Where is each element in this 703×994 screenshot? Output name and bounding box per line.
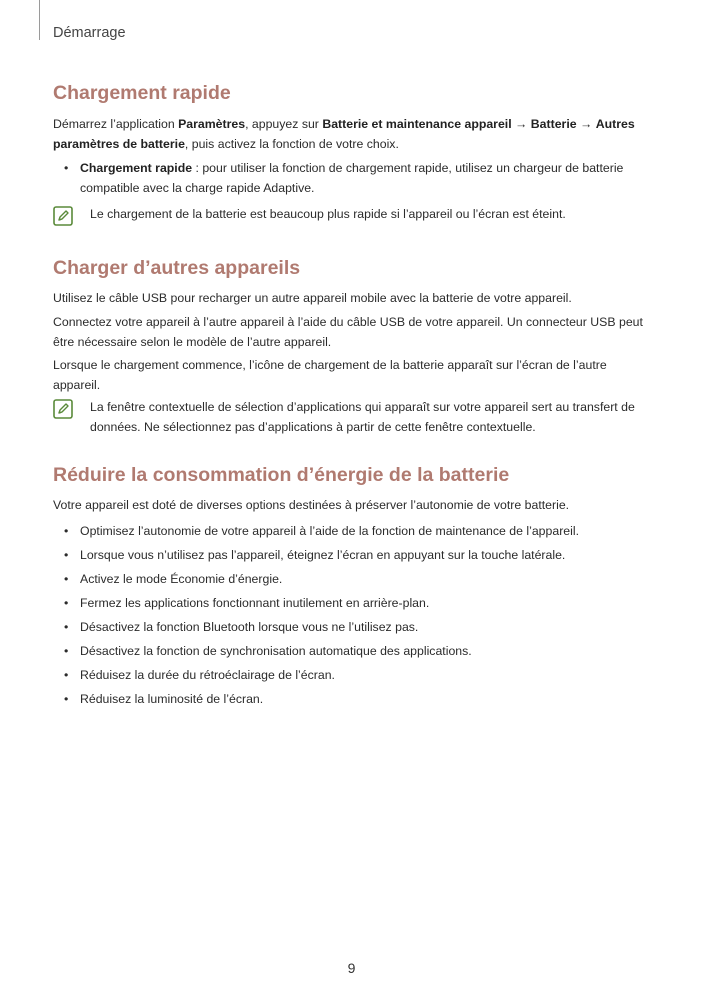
bullet-text: Optimisez l’autonomie de votre appareil à l’aide de la fonction de maintenance de l’appareil. — [80, 524, 580, 538]
bullet-item — [64, 522, 636, 542]
bullet-dot: • — [64, 668, 69, 682]
charge-other-p2: Connectez votre appareil à l’autre appareil à l’aide du câble USB de votre appareil. Un connecteur USB peut être nécessaire selon le modèle de l’autre appareil. — [53, 315, 643, 349]
bullet-fast-charge: • Chargement rapide : pour utiliser la fonction de chargement rapide, utilisez un chargeur de batterie compatible avec la charge rapide Adaptive. — [64, 161, 624, 195]
bullet-dot: • — [64, 692, 69, 706]
bullet-item — [64, 666, 636, 686]
bullet-item — [64, 546, 636, 566]
bullet-dot: • — [64, 620, 69, 634]
bullet-dot: • — [64, 524, 69, 538]
note-pencil-icon — [53, 399, 73, 419]
section-title-charge-other: Charger d’autres appareils — [53, 257, 301, 279]
bullet-dot: • — [64, 161, 69, 175]
page-number: 9 — [347, 960, 356, 976]
bullet-item — [64, 642, 636, 662]
bullet-dot: • — [64, 572, 69, 586]
bullet-text: Lorsque vous n’utilisez pas l’appareil, éteignez l’écran en appuyant sur la touche latérale. — [80, 548, 566, 562]
fast-charge-instructions: Démarrez l’application Paramètres, appuyez sur Batterie et maintenance appareil → Batterie → Autres paramètres de batterie, puis activez la fonction de votre choix. — [53, 117, 635, 151]
section-title-fast-charge: Chargement rapide — [53, 82, 231, 104]
note-charge-other: La fenêtre contextuelle de sélection d’applications qui apparaît sur votre appareil sert au transfert de données. Ne sélectionnez pas d’applications à partir de cette fenêtre contextuelle. — [53, 398, 647, 437]
bullet-text: Désactivez la fonction de synchronisation automatique des applications. — [80, 644, 472, 658]
bullet-item — [64, 690, 636, 710]
note-pencil-icon — [53, 206, 73, 226]
header-divider — [39, 0, 40, 40]
bullet-text: Activez le mode Économie d’énergie. — [80, 572, 283, 586]
bullet-dot: • — [64, 644, 69, 658]
bullet-item — [64, 618, 636, 638]
charge-other-p3: Lorsque le chargement commence, l’icône de chargement de la batterie apparaît sur l’écran de l’autre appareil. — [53, 358, 607, 392]
bullet-text: Désactivez la fonction Bluetooth lorsque vous ne l’utilisez pas. — [80, 620, 419, 634]
bullet-text: Réduisez la durée du rétroéclairage de l’écran. — [80, 668, 335, 682]
note-fast-charge: Le chargement de la batterie est beaucoup plus rapide si l’appareil ou l’écran est éteint. — [53, 205, 647, 225]
running-header: Démarrage — [53, 25, 126, 41]
reduce-intro: Votre appareil est doté de diverses options destinées à préserver l’autonomie de votre batterie. — [53, 498, 570, 512]
bullet-text: Fermez les applications fonctionnant inutilement en arrière-plan. — [80, 596, 430, 610]
bullet-dot: • — [64, 596, 69, 610]
charge-other-p1: Utilisez le câble USB pour recharger un autre appareil mobile avec la batterie de votre appareil. — [53, 291, 572, 305]
bullet-item — [64, 570, 636, 590]
bullet-dot: • — [64, 548, 69, 562]
bullet-text: Réduisez la luminosité de l’écran. — [80, 692, 264, 706]
bullet-item — [64, 594, 636, 614]
section-title-reduce-consumption: Réduire la consommation d’énergie de la batterie — [53, 464, 510, 486]
